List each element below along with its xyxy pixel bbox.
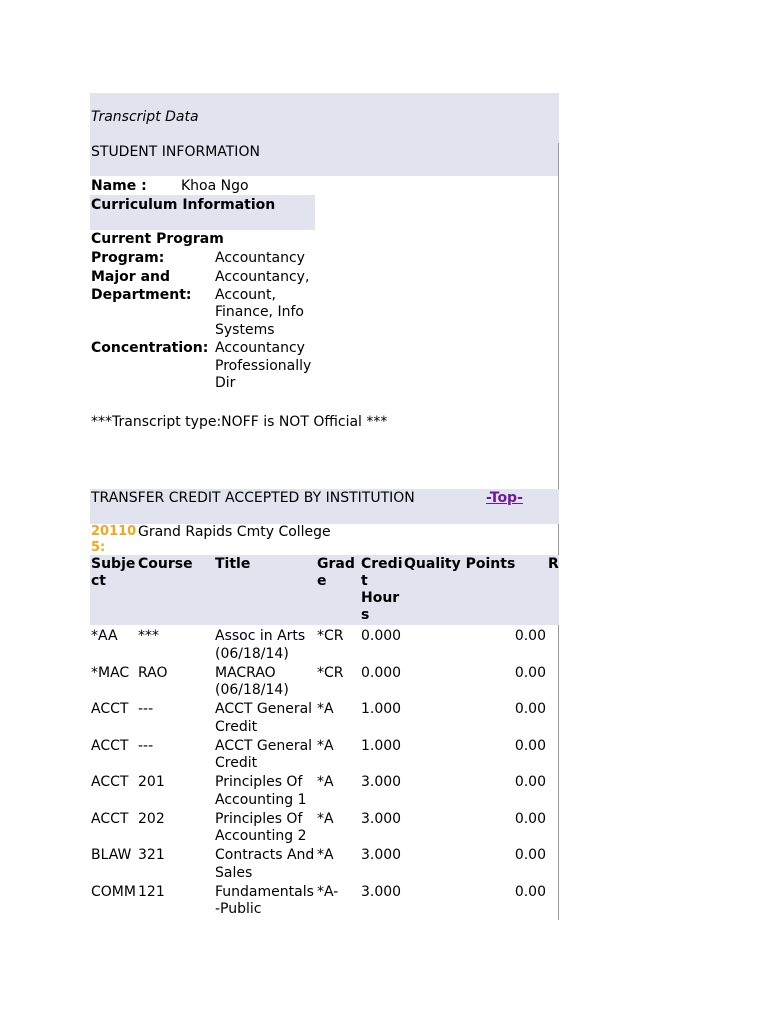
col-grade: Grad: [317, 556, 355, 572]
col-subject: Subje: [91, 556, 136, 572]
concentration-label: Concentration:: [91, 340, 209, 356]
row-subject: ACCT: [91, 701, 129, 717]
row-credit: 3.000: [361, 847, 402, 863]
row-quality-points: 0.00: [514, 883, 546, 900]
major-value-line: Systems: [215, 322, 275, 338]
col-subject: ct: [91, 573, 106, 589]
term-code: 5:: [91, 540, 106, 555]
row-credit: 0.000: [361, 628, 402, 644]
row-subject: ACCT: [91, 810, 129, 827]
row-credit: 3.000: [361, 810, 402, 827]
row-subject: COMM: [91, 883, 136, 900]
title-band: [90, 93, 559, 176]
row-quality-points: 0.00: [514, 847, 546, 863]
term-code: 20110: [91, 524, 137, 539]
program-label: Program:: [91, 250, 165, 266]
program-value: Accountancy: [215, 250, 305, 266]
row-title: Credit: [215, 755, 258, 771]
top-link[interactable]: -Top-: [486, 490, 523, 506]
col-course: Course: [138, 556, 193, 572]
row-subject: ACCT: [91, 737, 129, 754]
row-credit: 1.000: [361, 701, 402, 717]
concentration-value-line: Accountancy: [215, 340, 305, 356]
row-quality-points: 0.00: [514, 701, 546, 717]
col-quality-points: Quality Points: [404, 556, 516, 572]
row-title: Credit: [215, 718, 258, 735]
row-quality-points: 0.00: [514, 810, 546, 827]
row-quality-points: 0.00: [514, 664, 546, 681]
row-credit: 3.000: [361, 883, 402, 900]
row-course: 201: [138, 774, 165, 790]
col-credit: Credi: [361, 556, 403, 572]
row-grade: *A: [317, 810, 334, 827]
major-label: Major and: [91, 269, 171, 285]
row-grade: *A: [317, 774, 334, 790]
row-title: Accounting 1: [215, 791, 307, 808]
institution-name: Grand Rapids Cmty College: [138, 524, 331, 540]
row-title: Fundamentals: [215, 883, 314, 900]
row-course: 202: [138, 810, 165, 827]
col-credit: s: [361, 607, 370, 623]
row-grade: *CR: [317, 628, 344, 644]
row-title: Assoc in Arts: [215, 628, 306, 644]
row-credit: 0.000: [361, 664, 402, 681]
row-grade: *A: [317, 701, 334, 717]
row-credit: 1.000: [361, 737, 402, 754]
row-title: -Public: [215, 901, 262, 917]
row-course: 321: [138, 847, 165, 863]
student-info-header: STUDENT INFORMATION: [91, 144, 260, 160]
row-quality-points: 0.00: [514, 774, 546, 790]
page-title: Transcript Data: [91, 109, 199, 125]
major-value-line: Finance, Info: [215, 304, 304, 320]
row-title: (06/18/14): [215, 682, 289, 698]
major-value-line: Accountancy,: [215, 269, 310, 285]
row-grade: *CR: [317, 664, 344, 681]
col-grade: e: [317, 573, 327, 589]
row-subject: *AA: [91, 628, 118, 644]
row-title: Contracts And: [215, 847, 315, 863]
row-course: RAO: [138, 664, 168, 681]
row-title: Principles Of: [215, 774, 303, 790]
row-quality-points: 0.00: [514, 737, 546, 754]
row-subject: ACCT: [91, 774, 129, 790]
row-title: Sales: [215, 864, 253, 881]
right-border: [558, 143, 559, 920]
row-title: (06/18/14): [215, 645, 289, 662]
row-grade: *A-: [317, 883, 339, 900]
major-value-line: Account,: [215, 287, 276, 303]
name-value: Khoa Ngo: [181, 178, 249, 194]
row-quality-points: 0.00: [514, 628, 546, 644]
transcript-type-note: ***Transcript type:NOFF is NOT Official ***: [91, 414, 388, 430]
row-grade: *A: [317, 847, 334, 863]
row-credit: 3.000: [361, 774, 402, 790]
row-title: ACCT General: [215, 701, 313, 717]
col-credit: Hour: [361, 590, 400, 606]
concentration-value-line: Dir: [215, 375, 236, 391]
current-program-label: Current Program: [91, 231, 224, 247]
col-r: R: [548, 556, 559, 572]
row-course: 121: [138, 883, 165, 900]
row-subject: BLAW: [91, 847, 132, 863]
row-title: Accounting 2: [215, 828, 307, 844]
name-label: Name :: [91, 178, 147, 194]
row-title: ACCT General: [215, 737, 313, 754]
col-title: Title: [215, 556, 251, 572]
row-title: Principles Of: [215, 810, 303, 827]
row-course: ---: [138, 701, 154, 717]
department-label: Department:: [91, 287, 192, 303]
col-credit: t: [361, 573, 368, 589]
curriculum-header: Curriculum Information: [91, 197, 276, 213]
row-course: ---: [138, 737, 154, 754]
row-course: ***: [138, 628, 159, 644]
row-grade: *A: [317, 737, 334, 754]
row-subject: *MAC: [91, 664, 130, 681]
row-title: MACRAO: [215, 664, 276, 681]
concentration-value-line: Professionally: [215, 358, 312, 374]
transfer-header: TRANSFER CREDIT ACCEPTED BY INSTITUTION: [91, 490, 415, 506]
